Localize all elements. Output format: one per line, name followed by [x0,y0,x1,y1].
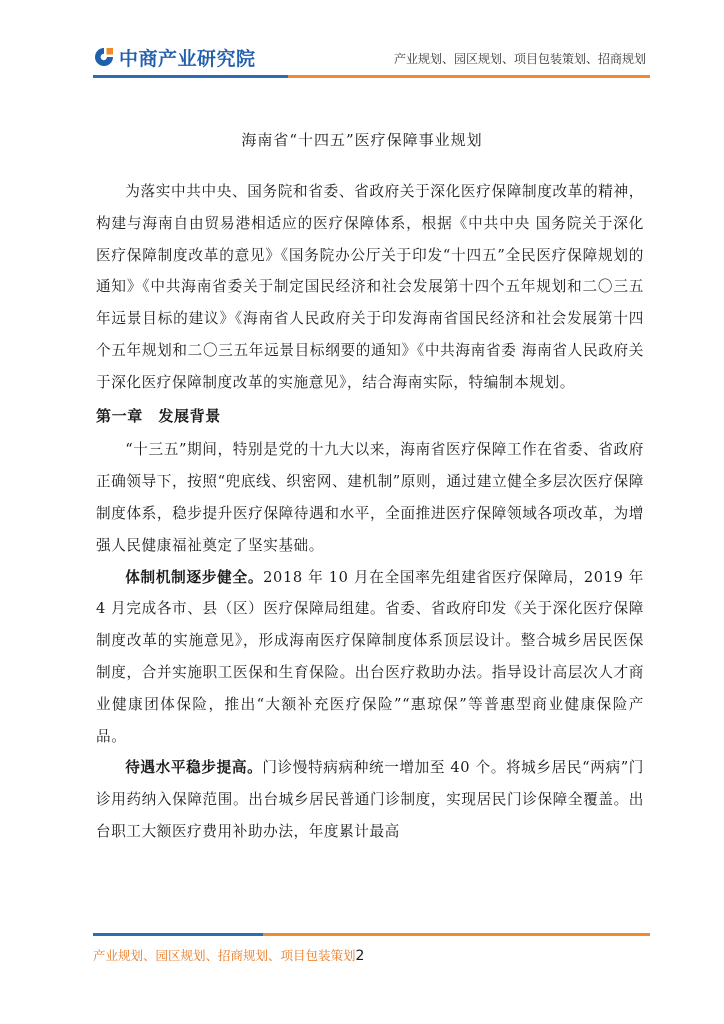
document-title: 海南省“十四五”医疗保障事业规划 [241,131,483,149]
logo-text: 中商产业研究院 [119,47,256,70]
logo-icon [93,46,115,68]
footer-divider-blue [93,933,263,936]
header-divider-blue [93,75,288,78]
intro-paragraph: 为落实中共中央、国务院和省委、省政府关于深化医疗保障制度改革的精神，构建与海南自由贸易港相适应的医疗保障体系，根据《中共中央 国务院关于深化医疗保障制度改革的意见》《国务院办公厅关于印发“十四五”全民医疗保障规划的通知》《中共海南省委关于制定国民经济和社会发展第十四个五年规划和二〇三五年远景目标的建议》《海南省人民政府关于印发海南省国民经济和社会发展第十四个五年规划和二〇三五年远景目标纲要的通知》《中共海南省委 海南省人民政府关于深化医疗保障制度改革的实施意见》，结合海南实际，特编制本规划。 [96,183,644,391]
header-slogan: 产业规划、园区规划、项目包装策划、招商规划 [393,52,646,66]
benefits-paragraph [96,752,644,847]
institution-paragraph [96,562,644,753]
institution-lead: 体制机制逐步健全。 [125,568,264,586]
benefits-body: 门诊慢特病病种统一增加至 40 个。将城乡居民“两病”门诊用药纳入保障范围。出台城乡居民普通门诊制度，实现居民门诊保障全覆盖。出台职工大额医疗费用补助办法，年度累计最高 [96,759,644,840]
chapter-heading: 第一章 发展背景 [96,406,221,425]
page-footer [93,946,364,964]
footer-slogan: 产业规划、园区规划、招商规划、项目包装策划 [93,948,356,963]
header-divider-orange [288,75,650,78]
page-header [0,0,724,80]
page-number: 2 [355,948,365,964]
background-paragraph: “十三五”期间，特别是党的十九大以来，海南省医疗保障工作在省委、省政府正确领导下，按照“兜底线、织密网、建机制”原则，通过建立健全多层次医疗保障制度体系，稳步提升医疗保障待遇和水平，全面推进医疗保障领域各项改革，为增强人民健康福祉奠定了坚实基础。 [96,441,644,554]
benefits-lead: 待遇水平稳步提高。 [125,759,263,777]
company-logo [93,44,256,70]
institution-body: 2018 年 10 月在全国率先组建省医疗保障局，2019 年 4 月完成各市、县（区）医疗保障局组建。省委、省政府印发《关于深化医疗保障制度改革的实施意见》，形成海南医疗保障制度体系顶层设计。整合城乡居民医保制度，合并实施职工医保和生育保险。出台医疗救助办法。指导设计高层次人才商业健康团体保险，推出“大额补充医疗保险”“惠琼保”等普惠型商业健康保险产品。 [96,568,644,745]
document-body [96,176,644,848]
footer-divider-orange [263,933,650,936]
